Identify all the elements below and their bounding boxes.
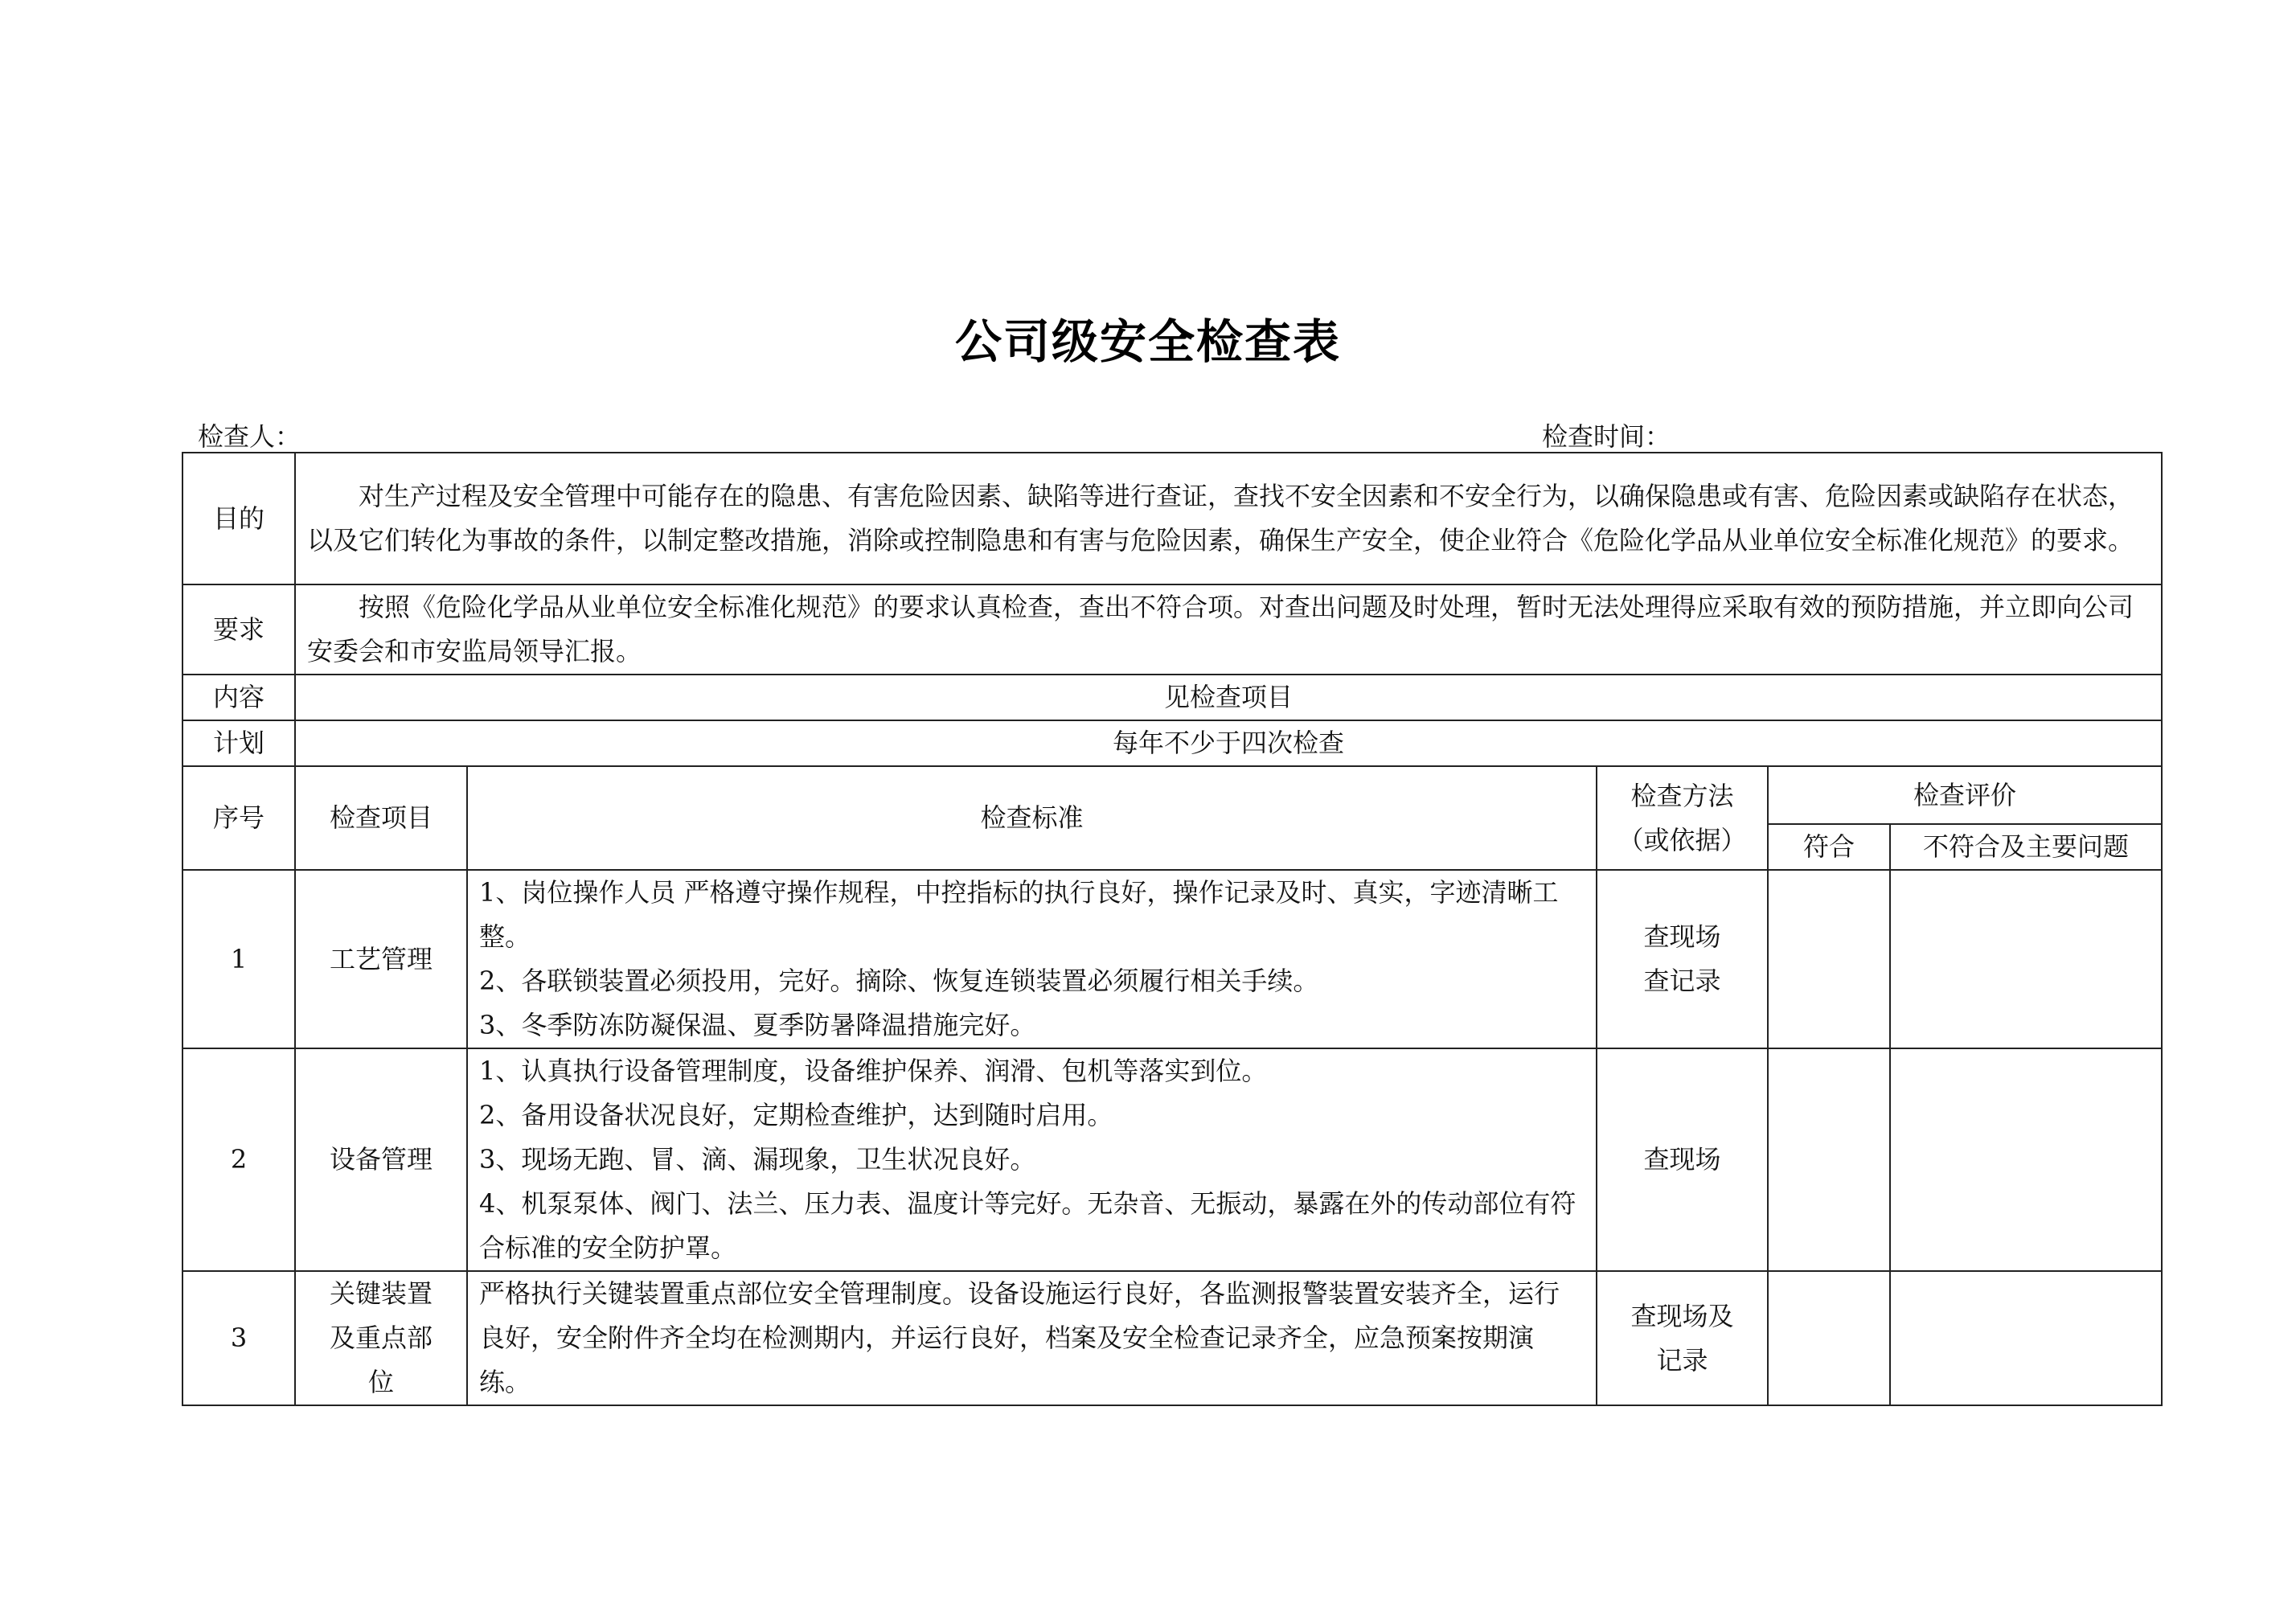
content-label: 内容	[182, 675, 295, 720]
row-seq: 2	[182, 1048, 295, 1271]
item-line: 关键装置	[329, 1278, 433, 1309]
content-row	[182, 675, 2162, 720]
standard-line: 1、岗位操作人员 严格遵守操作规程，中控指标的执行良好，操作记录及时、真实，字迹清晰工整。	[479, 877, 1559, 952]
item-line: 位	[367, 1367, 394, 1397]
safety-checklist-table	[182, 452, 2163, 1406]
method-line: 查现场及	[1630, 1300, 1734, 1331]
header-method-line1: 检查方法	[1630, 780, 1734, 811]
row-standards	[467, 870, 1597, 1048]
row-nonconform-cell[interactable]	[1890, 870, 2162, 1048]
standard-line: 4、机泵泵体、阀门、法兰、压力表、温度计等完好。无杂音、无振动，暴露在外的传动部位有符合标准的安全防护罩。	[479, 1188, 1576, 1263]
header-item: 检查项目	[295, 766, 467, 870]
row-method	[1597, 1271, 1768, 1405]
requirement-text: 按照《危险化学品从业单位安全标准化规范》的要求认真检查，查出不符合项。对查出问题及时处理，暂时无法处理得应采取有效的预防措施，并立即向公司安委会和市安监局领导汇报。	[295, 584, 2162, 675]
header-method	[1597, 766, 1768, 870]
plan-row	[182, 720, 2162, 766]
row-conform-cell[interactable]	[1768, 1271, 1890, 1405]
row-seq: 1	[182, 870, 295, 1048]
header-conform: 符合	[1768, 824, 1890, 870]
requirement-label: 要求	[182, 584, 295, 675]
row-conform-cell[interactable]	[1768, 870, 1890, 1048]
purpose-text: 对生产过程及安全管理中可能存在的隐患、有害危险因素、缺陷等进行查证，查找不安全因素和不安全行为，以确保隐患或有害、危险因素或缺陷存在状态，以及它们转化为事故的条件，以制定整改措施，消除或控制隐患和有害与危险因素，确保生产安全，使企业符合《危险化学品从业单位安全标准化规范》的要求。	[295, 453, 2162, 584]
plan-label: 计划	[182, 720, 295, 766]
standard-line: 严格执行关键装置重点部位安全管理制度。设备设施运行良好，各监测报警装置安装齐全，运行良好，安全附件齐全均在检测期内，并运行良好，档案及安全检查记录齐全，应急预案按期演练。	[479, 1278, 1560, 1397]
document-title: 公司级安全检查表	[954, 314, 1341, 369]
method-line: 查记录	[1643, 966, 1721, 996]
row-method	[1597, 1048, 1768, 1271]
header-seq: 序号	[182, 766, 295, 870]
row-nonconform-cell[interactable]	[1890, 1271, 2162, 1405]
method-line: 记录	[1656, 1344, 1708, 1376]
purpose-label: 目的	[182, 453, 295, 584]
purpose-row	[182, 453, 2162, 584]
header-nonconform: 不符合及主要问题	[1890, 824, 2162, 870]
standard-line: 2、备用设备状况良好，定期检查维护，达到随时启用。	[479, 1100, 1113, 1130]
row-item: 设备管理	[295, 1048, 467, 1271]
standard-line: 3、现场无跑、冒、滴、漏现象，卫生状况良好。	[479, 1144, 1036, 1175]
row-standards	[467, 1271, 1597, 1405]
item-line: 及重点部	[329, 1323, 433, 1353]
row-nonconform-cell[interactable]	[1890, 1048, 2162, 1271]
standard-line: 3、冬季防冻防凝保温、夏季防暑降温措施完好。	[479, 1010, 1036, 1040]
row-method	[1597, 870, 1768, 1048]
content-value: 见检查项目	[295, 675, 2162, 720]
row-conform-cell[interactable]	[1768, 1048, 1890, 1271]
row-item: 工艺管理	[295, 870, 467, 1048]
standard-line: 1、认真执行设备管理制度，设备维护保养、润滑、包机等落实到位。	[479, 1056, 1268, 1086]
standard-line: 2、各联锁装置必须投用，完好。摘除、恢复连锁装置必须履行相关手续。	[479, 966, 1319, 996]
plan-value: 每年不少于四次检查	[295, 720, 2162, 766]
row-item	[295, 1271, 467, 1405]
table-row	[182, 1271, 2162, 1405]
table-row	[182, 1048, 2162, 1271]
inspector-label: 检查人：	[198, 421, 301, 452]
row-standards	[467, 1048, 1597, 1271]
method-line: 查现场	[1643, 1144, 1721, 1175]
header-evaluation: 检查评价	[1768, 766, 2162, 824]
header-method-line2: （或依据）	[1617, 824, 1747, 855]
method-line: 查现场	[1643, 921, 1721, 952]
row-seq: 3	[182, 1271, 295, 1405]
header-standard: 检查标准	[467, 766, 1597, 870]
requirement-row	[182, 584, 2162, 675]
table-row	[182, 870, 2162, 1048]
header-row	[182, 766, 2162, 824]
inspection-time-label: 检查时间：	[1542, 421, 1671, 452]
